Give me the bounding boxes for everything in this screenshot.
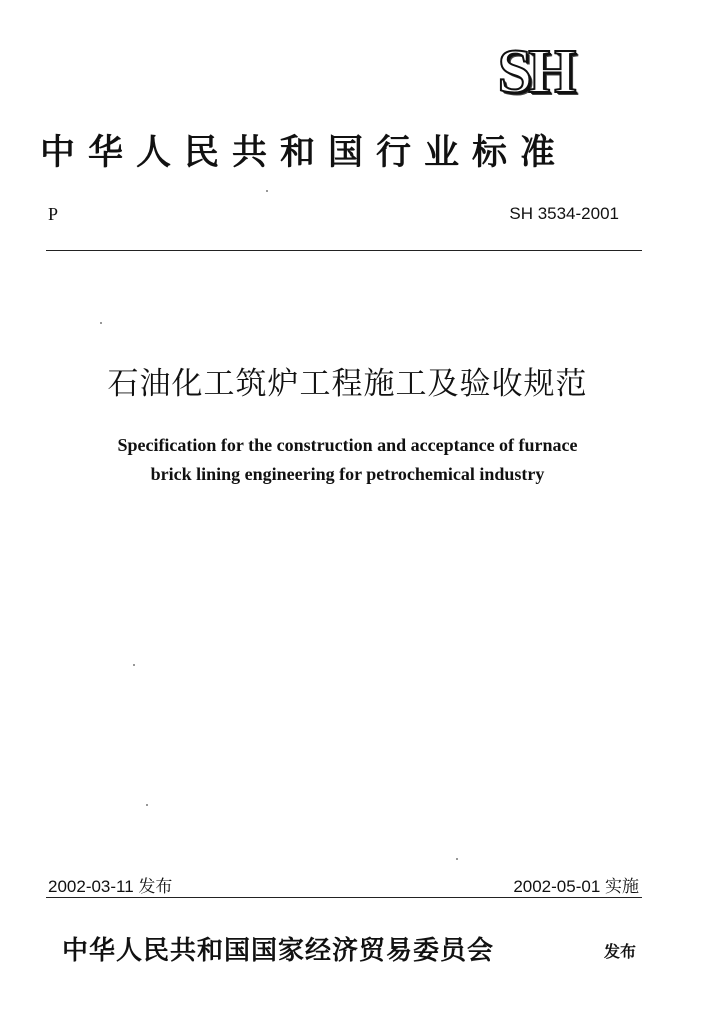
- issued-label: 发布: [604, 942, 637, 961]
- english-title-line-2: brick lining engineering for petrochemical industry: [150, 464, 545, 484]
- scan-speck: [266, 190, 268, 192]
- scan-speck: [146, 804, 148, 806]
- standard-category-title: 中华人民共和国行业标准: [40, 133, 569, 173]
- date-divider: [46, 897, 642, 898]
- classification-code: P: [48, 204, 59, 224]
- scan-speck: [100, 322, 102, 324]
- standard-number: SH 3534-2001: [509, 204, 619, 223]
- english-title-line-1: Specification for the construction and acceptance of furnace: [117, 435, 578, 455]
- scan-speck: [133, 664, 135, 666]
- sh-logo: SH: [497, 38, 573, 106]
- scan-speck: [456, 858, 458, 860]
- issue-date: 2002-03-11 发布: [48, 877, 173, 896]
- issuing-authority: 中华人民共和国国家经济贸易委员会: [62, 936, 495, 966]
- chinese-title: 石油化工筑炉工程施工及验收规范: [107, 366, 588, 402]
- implementation-date: 2002-05-01 实施: [513, 877, 639, 896]
- header-divider: [46, 250, 642, 251]
